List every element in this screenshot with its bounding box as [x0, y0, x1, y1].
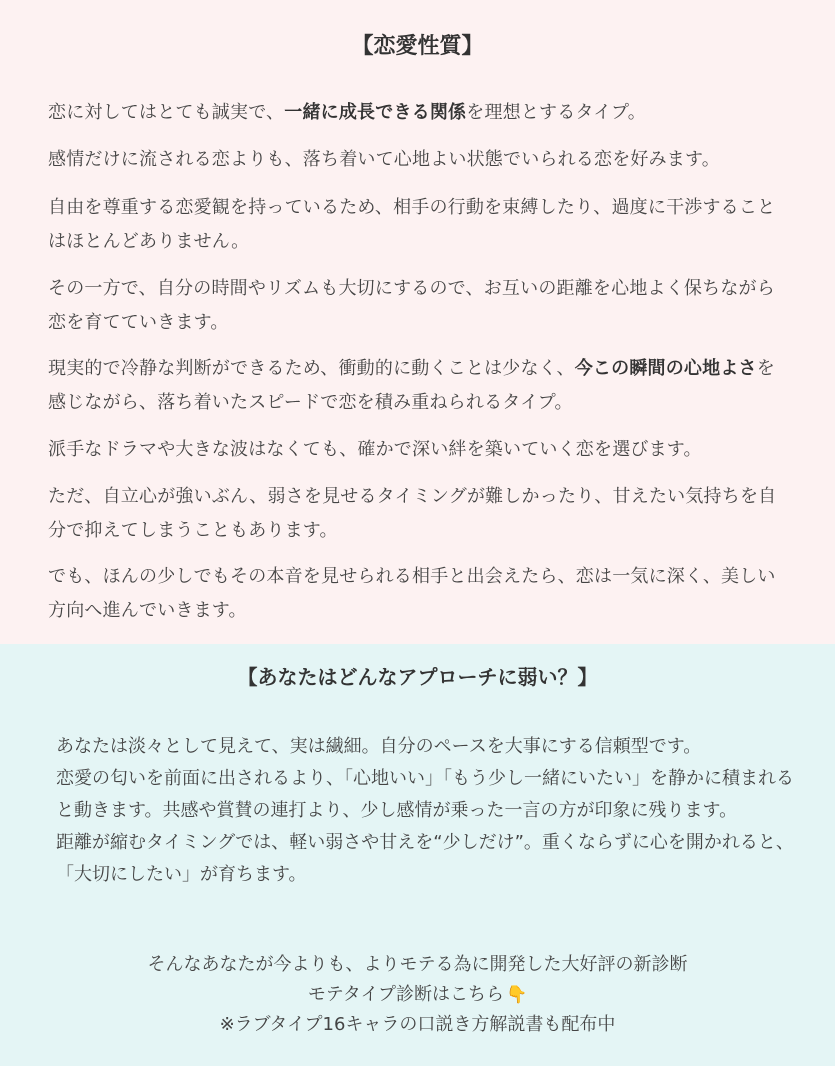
paragraph-2 — [48, 143, 793, 177]
approach-line-1: あなたは淡々として見えて、実は繊細。自分のペースを大事にする信頼型です。 — [56, 736, 702, 757]
cta-line-3: ※ラブタイプ16キャラの口説き方解説書も配布中 — [219, 1014, 616, 1035]
paragraph-text: 現実的で冷静な判断ができるため、衝動的に動くことは少なく、 — [48, 358, 575, 379]
paragraph-text: 恋に対してはとても誠実で、 — [48, 102, 285, 123]
paragraph-7 — [48, 480, 793, 548]
paragraph-5 — [48, 352, 793, 420]
approach-body — [56, 731, 796, 891]
paragraph-text: ただ、自立心が強いぶん、弱さを見せるタイミングが難しかったり、甘えたい気持ちを自分で抑えてしまうこともあります。 — [48, 486, 777, 541]
cta-link[interactable] — [0, 980, 835, 1010]
paragraph-text: を理想とするタイプ。 — [466, 102, 646, 123]
paragraph-1 — [48, 96, 793, 130]
paragraph-4 — [48, 272, 793, 340]
pointing-down-icon: 👇 — [506, 985, 528, 1005]
paragraph-text: 自由を尊重する恋愛観を持っているため、相手の行動を束縛したり、過度に干渉することはほとんどありません。 — [48, 197, 776, 252]
paragraph-6 — [48, 433, 793, 467]
paragraph-3 — [48, 191, 793, 259]
emphasis-text: 一緒に成長できる関係 — [284, 102, 467, 123]
love-nature-title: 【恋愛性質】 — [351, 34, 484, 59]
paragraph-text: でも、ほんの少しでもその本音を見せられる相手と出会えたら、恋は一気に深く、美しい方向へ進んでいきます。 — [48, 566, 776, 621]
paragraph-text: を感じながら、落ち着いたスピードで恋を積み重ねられるタイプ。 — [48, 358, 775, 413]
paragraph-text: 感情だけに流される恋よりも、落ち着いて心地よい状態でいられる恋を好みます。 — [48, 149, 720, 170]
approach-title: 【あなたはどんなアプローチに弱い？】 — [237, 665, 598, 689]
emphasis-text: 今この瞬間の心地よさ — [574, 358, 757, 379]
approach-line-2: 恋愛の匂いを前面に出されるより、「心地いい」「もう少し一緒にいたい」を静かに積まれると動きます。共感や賞賛の連打より、少し感情が乗った一言の方が印象に残ります。 — [56, 768, 794, 821]
cta-block — [0, 950, 835, 1040]
paragraph-8 — [48, 560, 793, 628]
approach-line-3: 距離が縮むタイミングでは、軽い弱さや甘えを“少しだけ”。重くならずに心を開かれると、「大切にしたい」が育ちます。 — [56, 832, 794, 885]
cta-link-text[interactable]: モテタイプ診断はこちら — [307, 984, 505, 1005]
paragraph-text: その一方で、自分の時間やリズムも大切にするので、お互いの距離を心地よく保ちながら恋を育てていきます。 — [48, 278, 775, 333]
cta-line-1: そんなあなたが今よりも、よりモテる為に開発した大好評の新診断 — [147, 954, 688, 975]
paragraph-text: 派手なドラマや大きな波はなくても、確かで深い絆を築いていく恋を選びます。 — [48, 439, 702, 460]
